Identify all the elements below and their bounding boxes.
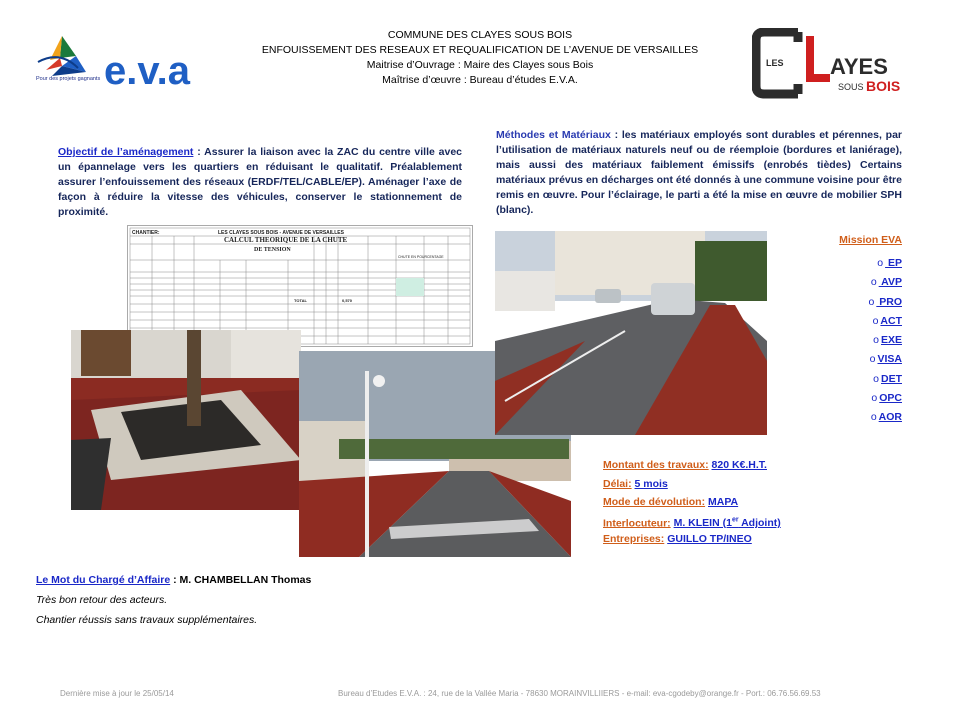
mission-title: Mission EVA [839, 234, 902, 246]
charge-affaire-section [36, 570, 456, 630]
mission-item-aor: o AOR [870, 411, 902, 424]
footer-contact: Bureau d’Etudes E.V.A. : 24, rue de la Vallée Maria - 78630 MORAINVILLIIERS - e-mail: eva-cgodeby@orange.fr - Port.: 06.76.56.69.53 [338, 689, 821, 698]
table-total-value: 0,570 [342, 298, 353, 303]
charge-affaire-name: : M. CHAMBELLAN Thomas [170, 574, 312, 586]
methodes-text: : les matériaux employés sont durables et pérennes, par l’utilisation de matériaux naturels neuf ou de réemploie (bordures et laniérage), mais aussi des matériaux faiblement émissifs (enrobés tièdes) Certains matériaux prévus en décharges ont été donnés à une commune voisine pour être remis en œuvre. Pour l’éclairage, le parti a été la mise en œuvre de mobilier SPH (blanc). [496, 129, 902, 216]
charge-affaire-label: Le Mot du Chargé d’Affaire [36, 574, 171, 586]
footer-last-update: Dernière mise à jour le 25/05/14 [60, 689, 174, 698]
table-chantier-label: CHANTIER: [132, 230, 160, 236]
eva-logo [32, 32, 192, 92]
objectif-text: : Assurer la liaison avec la ZAC du centre ville avec un épannelage vers les quartiers en réduisant le qualitatif. Préalablement assurer l’enfouissement des réseaux (ERDF/TEL/CABLE/EP). Aménager l’axe de façon à réduire la vitesse des véhicules, conserver le stationnement de proximité. [58, 146, 462, 218]
clayes-sous-bois-logo [752, 28, 922, 100]
logo-bois: BOIS [866, 78, 901, 94]
detail-mode: Mode de dévolution: MAPA [603, 496, 739, 508]
table-title: LES CLAYES SOUS BOIS - AVENUE DE VERSAILLES [218, 230, 344, 236]
charge-affaire-heading [36, 570, 456, 590]
logo-ayes: AYES [830, 54, 888, 79]
mission-item-pro: o PRO [868, 295, 902, 308]
mission-item-ep: o EP [877, 257, 902, 269]
detail-interlocuteur: Interlocuteur: M. KLEIN (1er Adjoint) [603, 516, 781, 529]
objectif-label: Objectif de l’aménagement [58, 146, 194, 158]
document-header [220, 28, 740, 88]
mission-list [800, 234, 902, 428]
eva-tagline: Pour des projets gagnants [36, 76, 101, 82]
mission-item-opc: o OPC [871, 392, 902, 405]
mission-item-exe: o EXE [873, 334, 902, 347]
project-details [603, 456, 933, 549]
detail-entreprises: Entreprises: GUILLO TP/INEO [603, 533, 752, 545]
charge-affaire-comment-1: Très bon retour des acteurs. [36, 594, 168, 606]
eva-wordmark: e.v.a [104, 49, 190, 92]
table-chute-header: CHUTE EN POURCENTAGE [398, 255, 444, 259]
charge-affaire-comment-2: Chantier réussis sans travaux supplémentaires. [36, 614, 258, 626]
objectif-paragraph [58, 145, 462, 220]
header-maitrise-oeuvre: Maîtrise d’œuvre : Bureau d’études E.V.A. [382, 74, 578, 86]
table-calc-title: CALCUL THEORIQUE DE LA CHUTE [224, 236, 348, 244]
eva-sail-icon [38, 36, 86, 76]
header-commune: COMMUNE DES CLAYES SOUS BOIS [387, 29, 573, 41]
table-total-label: TOTAL [294, 298, 307, 303]
mission-item-act: o ACT [872, 314, 902, 327]
logo-sous: SOUS [838, 82, 864, 92]
detail-montant: Montant des travaux: 820 K€.H.T. [603, 459, 767, 471]
mission-item-det: o DET [873, 372, 902, 385]
table-calc-subtitle: DE TENSION [254, 247, 291, 253]
parked-cars-photo [495, 231, 767, 435]
detail-delai: Délai: 5 mois [603, 477, 668, 490]
methodes-paragraph [496, 128, 902, 218]
mission-item-avp: o AVP [870, 276, 902, 289]
tree-grate-photo [71, 330, 301, 510]
header-project-title: ENFOUISSEMENT DES RESEAUX ET REQUALIFICATION DE L’AVENUE DE VERSAILLES [261, 44, 699, 56]
voltage-drop-table-image [127, 225, 473, 347]
logo-les: LES [766, 58, 784, 68]
mission-item-visa: o VISA [869, 353, 902, 366]
header-maitrise-ouvrage: Maitrise d’Ouvrage : Maire des Clayes sous Bois [366, 59, 594, 71]
methodes-label: Méthodes et Matériaux [496, 129, 611, 141]
